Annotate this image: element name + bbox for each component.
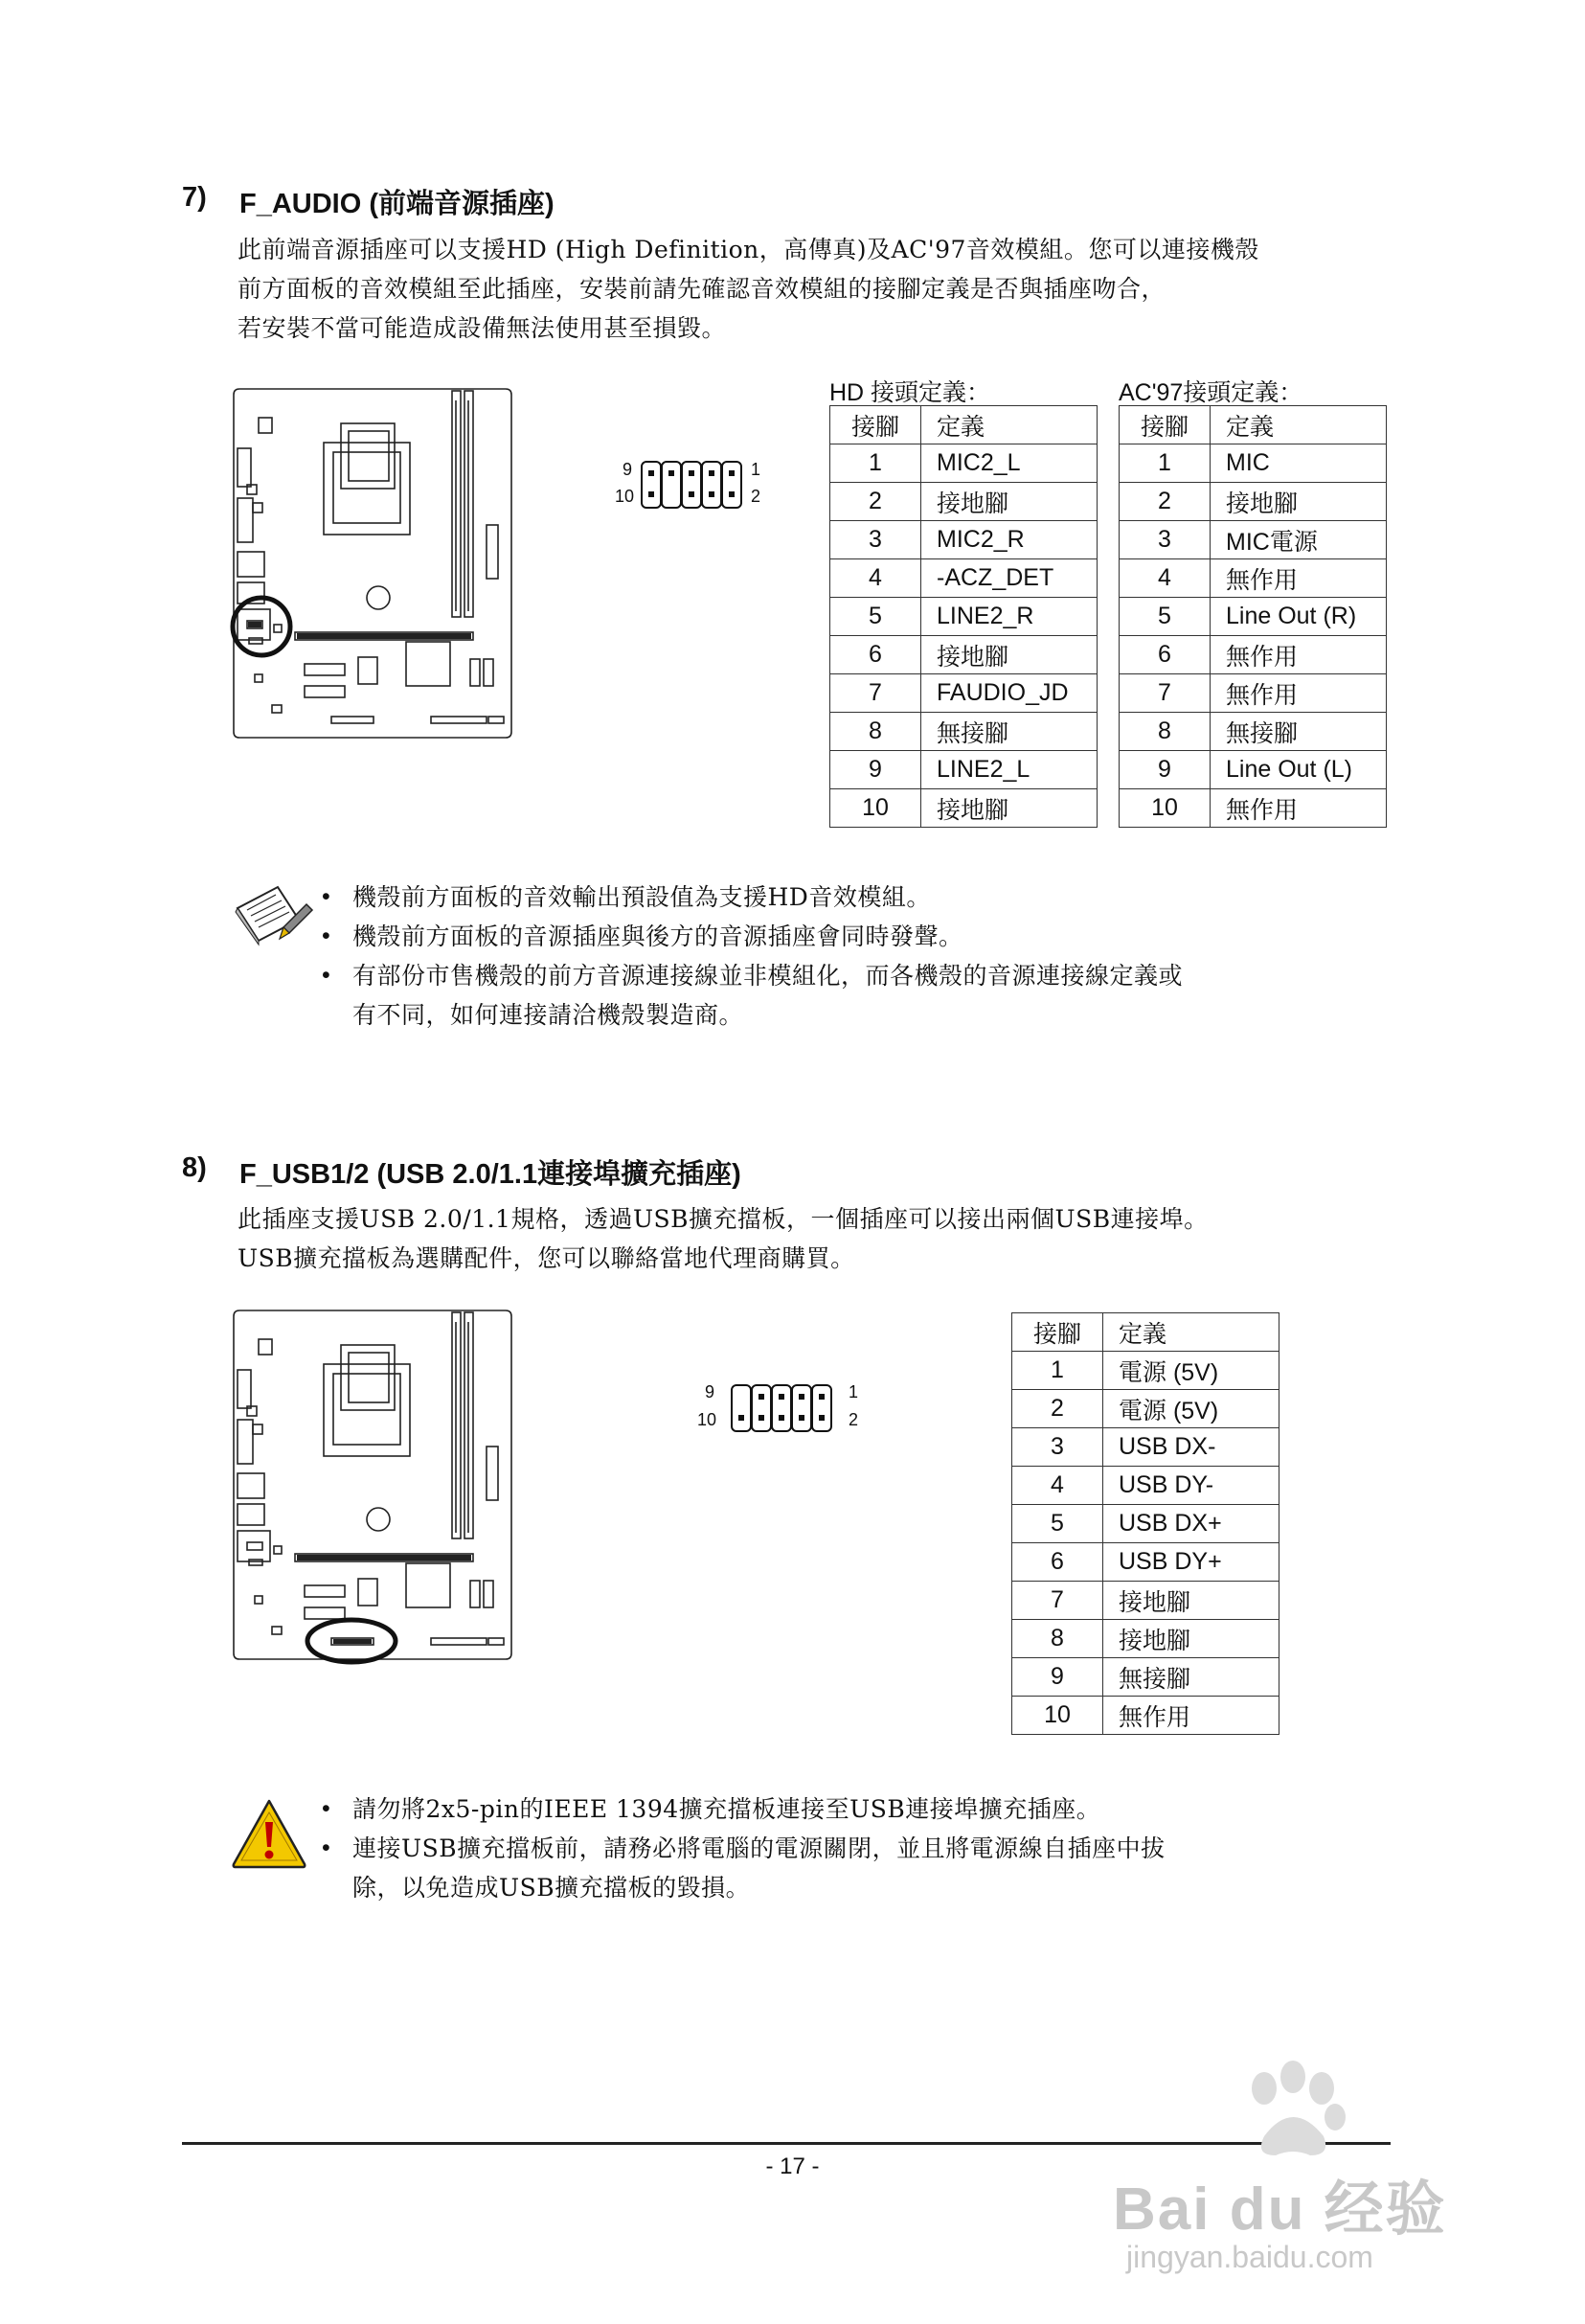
definition-cell: USB DX- bbox=[1103, 1428, 1279, 1467]
definition-cell: 接地腳 bbox=[921, 483, 1098, 521]
table-row bbox=[1120, 713, 1387, 751]
section-8-title: F_USB1/2 (USB 2.0/1.1連接埠擴充插座) bbox=[239, 1159, 741, 1190]
pin-cell: 9 bbox=[830, 751, 921, 789]
pin-cell: 7 bbox=[830, 674, 921, 713]
pin-cell: 10 bbox=[1120, 789, 1211, 828]
table-header-row bbox=[1012, 1313, 1279, 1352]
table-row bbox=[1012, 1582, 1279, 1620]
pin-cell: 9 bbox=[1012, 1658, 1103, 1697]
table-row bbox=[1120, 483, 1387, 521]
definition-cell: 接地腳 bbox=[921, 789, 1098, 828]
table-row bbox=[1012, 1505, 1279, 1543]
table-row bbox=[830, 559, 1098, 598]
pin-label-2: 2 bbox=[849, 1410, 859, 1429]
footer-divider bbox=[182, 2142, 1391, 2145]
pin-cell: 3 bbox=[1120, 521, 1211, 559]
definition-cell: 無作用 bbox=[1211, 674, 1387, 713]
table-row bbox=[1120, 444, 1387, 483]
paragraph-line: USB擴充擋板為選購配件，您可以聯絡當地代理商購買。 bbox=[238, 1244, 855, 1272]
definition-cell: MIC2_R bbox=[921, 521, 1098, 559]
definition-cell: 接地腳 bbox=[1103, 1620, 1279, 1658]
pin-label-9: 9 bbox=[623, 460, 633, 479]
table-header-definition: 定義 bbox=[1103, 1313, 1279, 1352]
page-number: - 17 - bbox=[765, 2153, 820, 2179]
pin-label-1: 1 bbox=[751, 460, 761, 479]
watermark-paw-icon bbox=[1235, 2060, 1350, 2165]
pin-cell: 2 bbox=[830, 483, 921, 521]
paragraph-line: 前方面板的音效模組至此插座，安裝前請先確認音效模組的接腳定義是否與插座吻合， bbox=[238, 275, 1166, 303]
pin-cell: 5 bbox=[830, 598, 921, 636]
definition-cell: FAUDIO_JD bbox=[921, 674, 1098, 713]
table-header-definition: 定義 bbox=[921, 406, 1098, 444]
section-7-heading bbox=[182, 182, 1044, 219]
table-row bbox=[1120, 559, 1387, 598]
pin-cell: 2 bbox=[1120, 483, 1211, 521]
definition-cell: 電源 (5V) bbox=[1103, 1352, 1279, 1390]
note-pencil-icon bbox=[230, 879, 316, 948]
definition-cell: -ACZ_DET bbox=[921, 559, 1098, 598]
usb-pin-table bbox=[1011, 1312, 1279, 1735]
definition-cell: 無接腳 bbox=[921, 713, 1098, 751]
pin-cell: 1 bbox=[1012, 1352, 1103, 1390]
pin-cell: 8 bbox=[830, 713, 921, 751]
pin-cell: 6 bbox=[1012, 1543, 1103, 1582]
table-row bbox=[830, 674, 1098, 713]
table-row bbox=[1012, 1352, 1279, 1390]
table-header-row bbox=[1120, 406, 1387, 444]
definition-cell: Line Out (L) bbox=[1211, 751, 1387, 789]
pin-cell: 4 bbox=[1120, 559, 1211, 598]
section-8-heading bbox=[182, 1152, 1140, 1190]
table-row bbox=[1120, 751, 1387, 789]
table-row bbox=[1120, 789, 1387, 828]
pin-cell: 7 bbox=[1012, 1582, 1103, 1620]
paragraph-line: 此插座支援USB 2.0/1.1規格，透過USB擴充擋板，一個插座可以接出兩個USB連接埠。 bbox=[238, 1205, 1209, 1233]
warning-icon bbox=[230, 1797, 308, 1870]
paragraph-line: 此前端音源插座可以支援HD (High Definition，高傳真)及AC'97音效模組。您可以連接機殼 bbox=[238, 236, 1259, 263]
table-row bbox=[1012, 1658, 1279, 1697]
table-row bbox=[1120, 521, 1387, 559]
section-7-number: 7) bbox=[182, 182, 207, 213]
table-row bbox=[1012, 1428, 1279, 1467]
audio-pin-header bbox=[640, 458, 747, 512]
definition-cell: 無作用 bbox=[1103, 1697, 1279, 1735]
pin-cell: 8 bbox=[1012, 1620, 1103, 1658]
note-line: • 連接USB擴充擋板前，請務必將電腦的電源關閉，並且將電源線自插座中拔 bbox=[352, 1834, 1166, 1862]
definition-cell: 無作用 bbox=[1211, 636, 1387, 674]
note-line: 有不同，如何連接請洽機殼製造商。 bbox=[352, 1001, 744, 1029]
definition-cell: 接地腳 bbox=[1211, 483, 1387, 521]
definition-cell: USB DY- bbox=[1103, 1467, 1279, 1505]
hd-pin-table bbox=[829, 405, 1098, 828]
paragraph-line: 若安裝不當可能造成設備無法使用甚至損毀。 bbox=[238, 314, 727, 342]
definition-cell: USB DY+ bbox=[1103, 1543, 1279, 1582]
pin-cell: 8 bbox=[1120, 713, 1211, 751]
table-row bbox=[1120, 674, 1387, 713]
pin-cell: 10 bbox=[830, 789, 921, 828]
definition-cell: MIC2_L bbox=[921, 444, 1098, 483]
table-row bbox=[1012, 1620, 1279, 1658]
definition-cell: 無作用 bbox=[1211, 559, 1387, 598]
table-header-definition: 定義 bbox=[1211, 406, 1387, 444]
note-item bbox=[320, 917, 1183, 956]
definition-cell: 無接腳 bbox=[1211, 713, 1387, 751]
pin-cell: 5 bbox=[1120, 598, 1211, 636]
note-line: • 請勿將2x5-pin的IEEE 1394擴充擋板連接至USB連接埠擴充插座。 bbox=[352, 1795, 1101, 1823]
table-row bbox=[1012, 1543, 1279, 1582]
pin-cell: 4 bbox=[1012, 1467, 1103, 1505]
definition-cell: LINE2_L bbox=[921, 751, 1098, 789]
pin-cell: 1 bbox=[1120, 444, 1211, 483]
pin-cell: 5 bbox=[1012, 1505, 1103, 1543]
section-7-notes bbox=[320, 877, 1183, 1035]
pin-cell: 9 bbox=[1120, 751, 1211, 789]
pin-label-10: 10 bbox=[697, 1410, 717, 1429]
table-row bbox=[1120, 636, 1387, 674]
note-item bbox=[320, 1789, 1166, 1829]
ac97-table-caption: AC'97接頭定義： bbox=[1119, 379, 1303, 406]
definition-cell: 接地腳 bbox=[921, 636, 1098, 674]
definition-cell: 無接腳 bbox=[1103, 1658, 1279, 1697]
table-header-pin: 接腳 bbox=[1012, 1313, 1103, 1352]
definition-cell: MIC bbox=[1211, 444, 1387, 483]
pin-label-2: 2 bbox=[751, 487, 761, 506]
pin-cell: 7 bbox=[1120, 674, 1211, 713]
table-row bbox=[830, 444, 1098, 483]
table-row bbox=[830, 483, 1098, 521]
table-header-pin: 接腳 bbox=[830, 406, 921, 444]
table-row bbox=[830, 521, 1098, 559]
pin-label-9: 9 bbox=[705, 1382, 715, 1401]
definition-cell: 電源 (5V) bbox=[1103, 1390, 1279, 1428]
watermark-url: jingyan.baidu.com bbox=[1126, 2240, 1373, 2274]
pin-label-1: 1 bbox=[849, 1382, 859, 1401]
section-8-number: 8) bbox=[182, 1152, 207, 1183]
section-7-paragraph bbox=[238, 230, 1259, 348]
table-header-pin: 接腳 bbox=[1120, 406, 1211, 444]
motherboard-diagram-usb bbox=[218, 1303, 517, 1667]
definition-cell: 接地腳 bbox=[1103, 1582, 1279, 1620]
pin-cell: 4 bbox=[830, 559, 921, 598]
pin-label-10: 10 bbox=[615, 487, 635, 506]
table-row bbox=[830, 789, 1098, 828]
pin-cell: 3 bbox=[830, 521, 921, 559]
hd-table-caption: HD 接頭定義： bbox=[829, 379, 991, 406]
note-item bbox=[320, 877, 1183, 917]
note-line: 除，以免造成USB擴充擋板的毀損。 bbox=[352, 1874, 751, 1902]
table-row bbox=[830, 598, 1098, 636]
pin-cell: 6 bbox=[1120, 636, 1211, 674]
section-7-title: F_AUDIO (前端音源插座) bbox=[239, 189, 555, 219]
definition-cell: LINE2_R bbox=[921, 598, 1098, 636]
ac97-pin-table bbox=[1119, 405, 1387, 828]
watermark-brand: Bai du 经验 bbox=[1113, 2176, 1447, 2243]
pin-cell: 1 bbox=[830, 444, 921, 483]
pin-cell: 2 bbox=[1012, 1390, 1103, 1428]
section-8-notes bbox=[320, 1789, 1166, 1907]
definition-cell: Line Out (R) bbox=[1211, 598, 1387, 636]
definition-cell: USB DX+ bbox=[1103, 1505, 1279, 1543]
section-8-paragraph bbox=[238, 1199, 1209, 1278]
definition-cell: MIC電源 bbox=[1211, 521, 1387, 559]
note-line: • 有部份市售機殼的前方音源連接線並非模組化，而各機殼的音源連接線定義或 bbox=[352, 962, 1184, 990]
table-header-row bbox=[830, 406, 1098, 444]
table-row bbox=[1120, 598, 1387, 636]
table-row bbox=[830, 636, 1098, 674]
usb-pin-header bbox=[730, 1381, 837, 1435]
note-line: • 機殼前方面板的音源插座與後方的音源插座會同時發聲。 bbox=[352, 923, 963, 950]
table-row bbox=[830, 751, 1098, 789]
table-row bbox=[830, 713, 1098, 751]
motherboard-diagram-audio bbox=[218, 381, 517, 745]
note-item bbox=[320, 1829, 1166, 1907]
table-row bbox=[1012, 1697, 1279, 1735]
pin-cell: 10 bbox=[1012, 1697, 1103, 1735]
note-line: • 機殼前方面板的音效輸出預設值為支援HD音效模組。 bbox=[352, 883, 931, 911]
note-item bbox=[320, 956, 1183, 1035]
definition-cell: 無作用 bbox=[1211, 789, 1387, 828]
pin-cell: 6 bbox=[830, 636, 921, 674]
table-row bbox=[1012, 1467, 1279, 1505]
table-row bbox=[1012, 1390, 1279, 1428]
pin-cell: 3 bbox=[1012, 1428, 1103, 1467]
